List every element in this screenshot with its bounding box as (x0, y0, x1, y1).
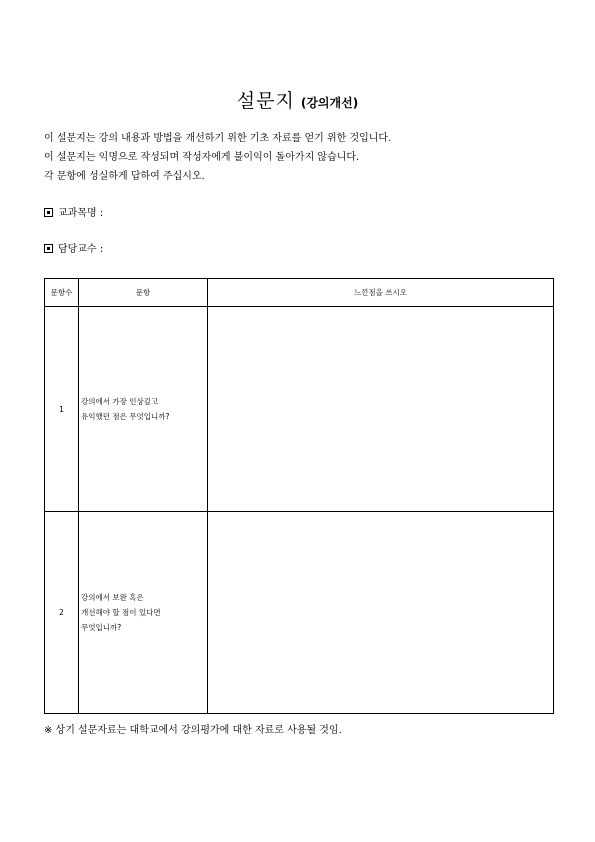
footnote: ※ 상기 설문자료는 대학교에서 강의평가에 대한 자료로 사용될 것임. (44, 725, 342, 736)
intro-text (44, 129, 391, 186)
course-name-label: 교과목명 : (58, 208, 104, 219)
survey-table (44, 278, 554, 714)
question-number: 1 (45, 307, 79, 512)
header-question-number: 문항수 (45, 279, 79, 307)
intro-line: 각 문항에 성실하게 답하여 주십시오. (44, 171, 205, 182)
table-row (45, 512, 554, 714)
table-row (45, 307, 554, 512)
question-text (79, 512, 208, 714)
header-question: 문항 (79, 279, 208, 307)
question-line: 무엇입니까? (81, 623, 122, 632)
question-line: 강의에서 보완 혹은 (81, 593, 144, 602)
question-text (79, 307, 208, 512)
title-sub: (강의개선) (300, 96, 359, 110)
question-number: 2 (45, 512, 79, 714)
header-answer: 느낀점을 쓰시오 (208, 279, 554, 307)
square-bullet-icon (44, 208, 53, 217)
instructor-field (44, 240, 103, 255)
question-line: 강의에서 가장 인상깊고 (81, 397, 159, 406)
instructor-label: 담당교수 : (58, 244, 104, 255)
answer-area[interactable] (208, 307, 554, 512)
question-line: 유익했던 점은 무엇입니까? (81, 412, 170, 421)
square-bullet-icon (44, 244, 53, 253)
intro-line: 이 설문지는 익명으로 작성되며 작성자에게 불이익이 돌아가지 않습니다. (44, 152, 360, 163)
question-line: 개선해야 할 점이 있다면 (81, 608, 161, 617)
title-main: 설문지 (236, 90, 295, 112)
course-name-field (44, 204, 103, 219)
intro-line: 이 설문지는 강의 내용과 방법을 개선하기 위한 기초 자료를 얻기 위한 것입니다. (44, 133, 392, 144)
page-title (0, 86, 595, 113)
answer-area[interactable] (208, 512, 554, 714)
table-header-row (45, 279, 554, 307)
